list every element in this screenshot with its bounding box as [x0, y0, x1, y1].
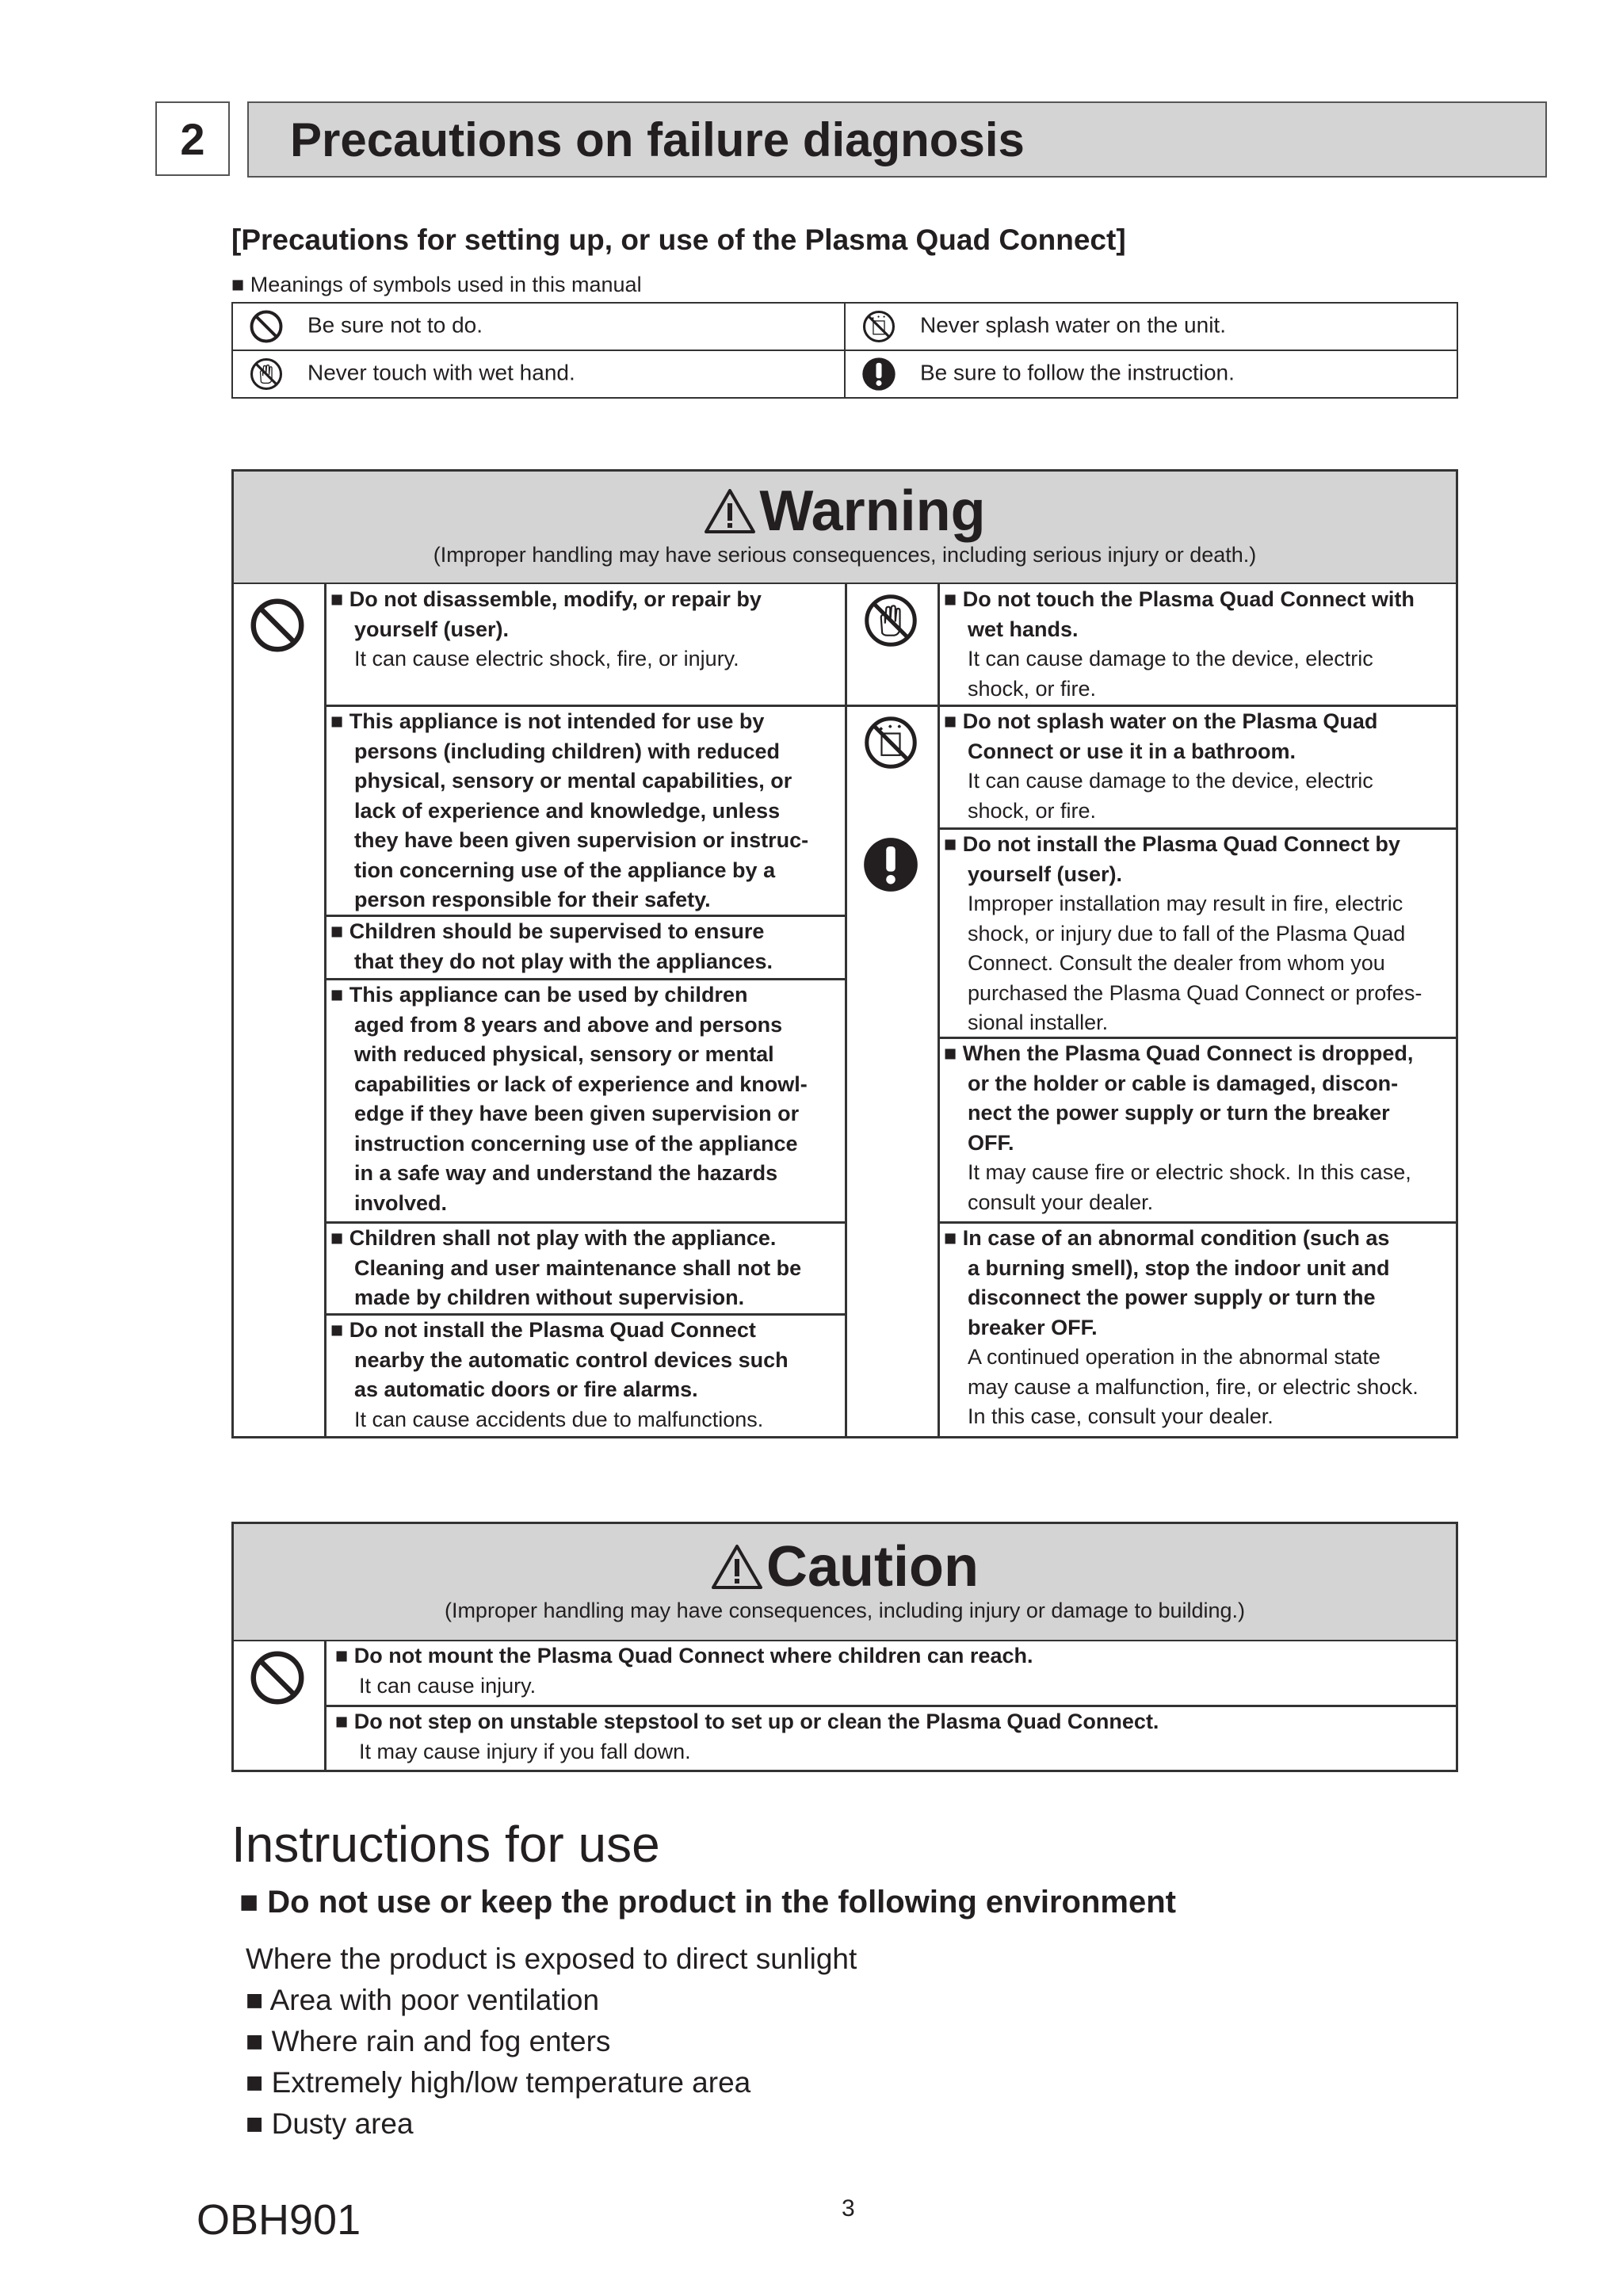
list-item: ■ Area with poor ventilation: [246, 1984, 600, 2016]
instructions-subtitle: ■ Do not use or keep the product in the following environment: [239, 1885, 1176, 1920]
warning-subtitle: (Improper handling may have serious consequences, including serious injury or death.): [433, 543, 1257, 567]
warning-header: [234, 472, 1456, 584]
mandatory-icon: [862, 836, 919, 893]
page-title: Precautions on failure diagnosis: [247, 101, 1547, 178]
symbol-cell: [845, 303, 1457, 350]
instructions-title: Instructions for use: [231, 1816, 660, 1873]
caution-title: Caution: [766, 1535, 979, 1599]
warning-item: ■ Do not install the Plasma Quad Connect by yourself (user). Improper installation may result in fire, electric shock, or injury due to fall of the Plasma Quad Connect. Consult the dealer from whom you purchased the Plasma Quad Connect or profes- sional installer.: [944, 832, 1423, 1034]
warning-item: ■ Children shall not play with the appliance. Cleaning and user maintenance shall not be made by children without supervision.: [330, 1226, 802, 1309]
caution-triangle-icon: [711, 1543, 763, 1591]
setup-heading: [Precautions for setting up, or use of the Plasma Quad Connect]: [231, 223, 1126, 256]
list-item: ■ Where rain and fog enters: [246, 2025, 611, 2057]
caution-item: ■ Do not step on unstable stepstool to set up or clean the Plasma Quad Connect. It may cause injury if you fall down.: [335, 1710, 1159, 1763]
list-item: Where the product is exposed to direct sunlight: [246, 1943, 857, 1975]
caution-subtitle: (Improper handling may have consequences, including injury or damage to building.): [444, 1599, 1246, 1622]
warning-box: [231, 469, 1458, 1438]
caution-header: [234, 1524, 1456, 1641]
section-number: 2: [155, 101, 230, 176]
warning-item: ■ In case of an abnormal condition (such as a burning smell), stop the indoor unit and disconnect the power supply or turn the breaker OFF. A continued operation in the abnormal state may cause a malfunction, fire, or electric shock. In this case, consult your dealer.: [944, 1226, 1419, 1428]
warning-item: ■ This appliance is not intended for use by persons (including children) with reduced physical, sensory or mental capabilities, or lack of experience and knowledge, unless they have been given supervision or instruc- tion concerning use of the appliance by a person responsible for their safety.: [330, 709, 809, 911]
caution-item: ■ Do not mount the Plasma Quad Connect where children can reach. It can cause injury.: [335, 1644, 1033, 1698]
model-code: OBH901: [197, 2196, 361, 2244]
warning-title: Warning: [759, 479, 986, 543]
prohibited-icon: [249, 597, 306, 654]
no-water-splash-icon: [862, 714, 919, 771]
prohibited-icon: [249, 1649, 306, 1706]
list-item: ■ Dusty area: [246, 2107, 414, 2140]
list-item: ■ Extremely high/low temperature area: [246, 2066, 751, 2099]
no-water-splash-icon: [861, 309, 896, 344]
warning-item: ■ Do not disassemble, modify, or repair by yourself (user). It can cause electric shock, fire, or injury.: [330, 587, 762, 670]
warning-item: ■ Children should be supervised to ensure that they do not play with the appliances.: [330, 919, 773, 973]
symbol-label: Never splash water on the unit.: [920, 312, 1226, 338]
caution-box: [231, 1522, 1458, 1772]
warning-item: ■ Do not install the Plasma Quad Connect nearby the automatic control devices such as automatic doors or fire alarms. It can cause accidents due to malfunctions.: [330, 1318, 789, 1431]
prohibited-icon: [249, 309, 284, 344]
symbol-label: Be sure not to do.: [307, 312, 483, 338]
warning-item: ■ Do not touch the Plasma Quad Connect with wet hands. It can cause damage to the device, electric shock, or fire.: [944, 587, 1415, 701]
instructions-list: [246, 1939, 857, 2145]
symbol-cell: [232, 350, 845, 398]
no-wet-hand-icon: [249, 357, 284, 392]
symbol-cell: [232, 303, 845, 350]
symbol-label: Never touch with wet hand.: [307, 360, 575, 385]
warning-triangle-icon: [704, 487, 756, 535]
warning-item: ■ This appliance can be used by children aged from 8 years and above and persons with reduced physical, sensory or mental capabilities or lack of experience and knowl- edge if they have been given supervision or instruction concerning use of the appliance in a safe way and understand the hazards involved.: [330, 983, 808, 1215]
symbols-caption: ■ Meanings of symbols used in this manual: [231, 273, 642, 296]
page-number: 3: [842, 2195, 855, 2222]
symbol-label: Be sure to follow the instruction.: [920, 360, 1235, 385]
warning-item: ■ Do not splash water on the Plasma Quad Connect or use it in a bathroom. It can cause damage to the device, electric shock, or fire.: [944, 709, 1378, 823]
symbol-cell: [845, 350, 1457, 398]
mandatory-icon: [861, 357, 896, 392]
symbols-table: [231, 302, 1458, 399]
warning-item: ■ When the Plasma Quad Connect is dropped, or the holder or cable is damaged, discon- nect the power supply or turn the breaker OFF. It may cause fire or electric shock. In this case, consult your dealer.: [944, 1041, 1414, 1214]
no-wet-hand-icon: [862, 592, 919, 649]
